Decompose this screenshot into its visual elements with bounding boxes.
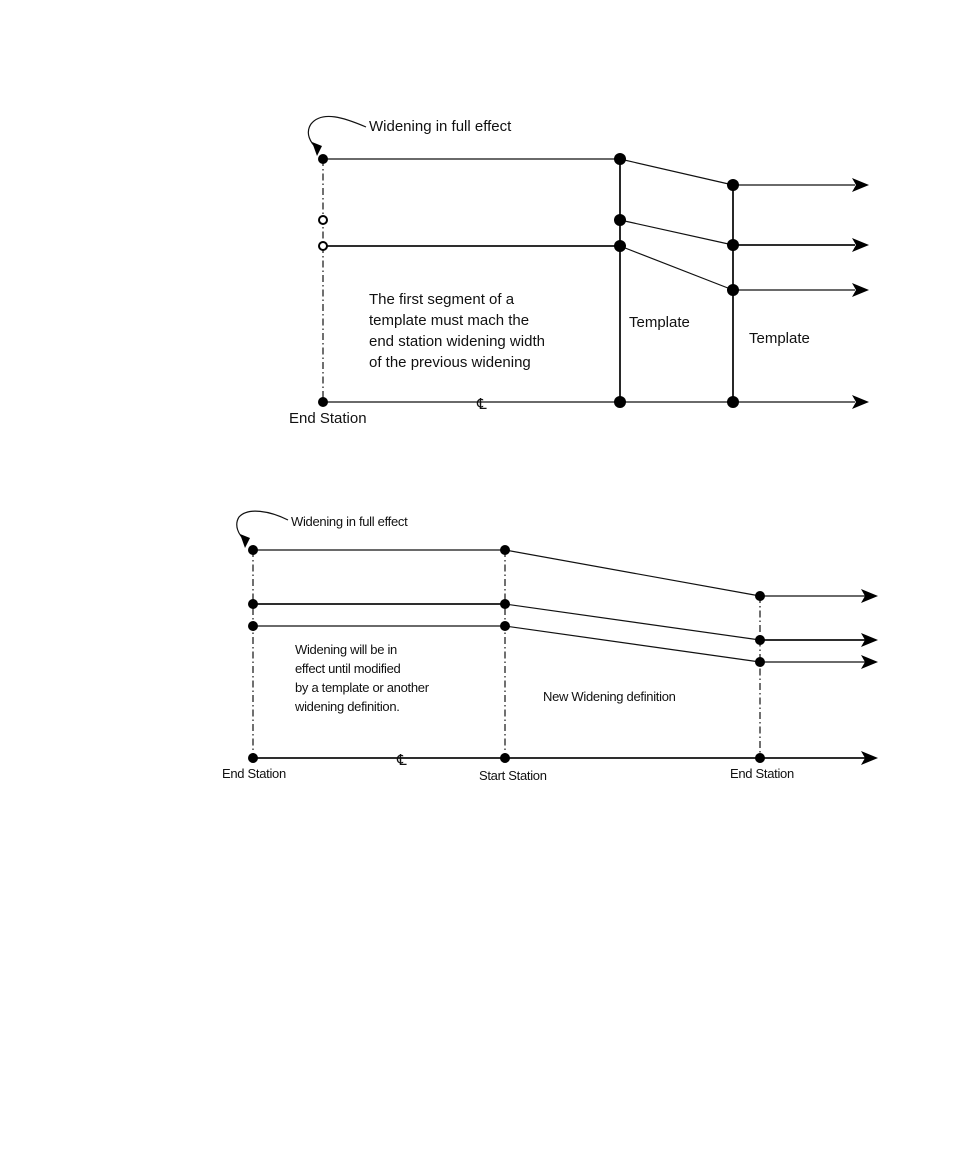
note-bottom-line-1: Widening will be in [295,642,397,657]
diagram-bottom [222,511,878,783]
note-top-line-1: The first segment of a [369,291,515,308]
callout-text-bottom: Widening in full effect [291,514,408,529]
template-label-top-1: Template [629,314,690,331]
point-top-b [319,216,327,224]
station-label-bottom-right: End Station [730,766,794,781]
point-top-e [614,153,626,165]
point-bottom-i [755,591,765,601]
point-bottom-e [500,545,510,555]
offset-line-top-4-taper [620,246,733,290]
callout-arrowhead-top [312,142,322,156]
station-label-bottom-left: End Station [222,766,286,781]
offset-line-bottom-2-taper [505,604,760,640]
point-bottom-d [248,753,258,763]
note-bottom-line-2: effect until modified [295,661,401,676]
station-label-top: End Station [289,410,367,427]
point-bottom-l [755,753,765,763]
point-bottom-b [248,599,258,609]
note-top-line-3: end station widening width [369,333,545,350]
point-bottom-k [755,657,765,667]
point-bottom-j [755,635,765,645]
point-bottom-a [248,545,258,555]
point-top-i [727,179,739,191]
callout-arrowhead-bottom [240,534,250,548]
station-label-bottom-mid: Start Station [479,768,547,783]
note-bottom-line-3: by a template or another [295,680,429,695]
offset-line-bottom-1-taper [505,550,760,596]
point-top-c [319,242,327,250]
centerline-symbol-top: ℄ [477,396,487,413]
point-top-k [727,284,739,296]
note-top-line-2: template must mach the [369,312,530,329]
point-top-f [614,214,626,226]
note-top-line-4: of the previous widening [369,354,531,371]
point-top-d [318,397,328,407]
point-top-h [614,396,626,408]
point-bottom-g [500,621,510,631]
template-label-top-2: Template [749,330,810,347]
definition-label-bottom: New Widening definition [543,689,676,704]
diagram-top [289,116,869,427]
centerline-symbol-bottom: ℄ [397,752,407,769]
offset-line-top-1-taper [620,159,733,185]
callout-text-top: Widening in full effect [369,118,512,135]
offset-line-top-2-taper [620,220,733,245]
note-bottom-line-4: widening definition. [295,699,400,714]
offset-line-bottom-3-taper [505,626,760,662]
point-top-l [727,396,739,408]
point-top-g [614,240,626,252]
point-bottom-c [248,621,258,631]
point-bottom-h [500,753,510,763]
point-top-j [727,239,739,251]
point-top-a [318,154,328,164]
point-bottom-f [500,599,510,609]
